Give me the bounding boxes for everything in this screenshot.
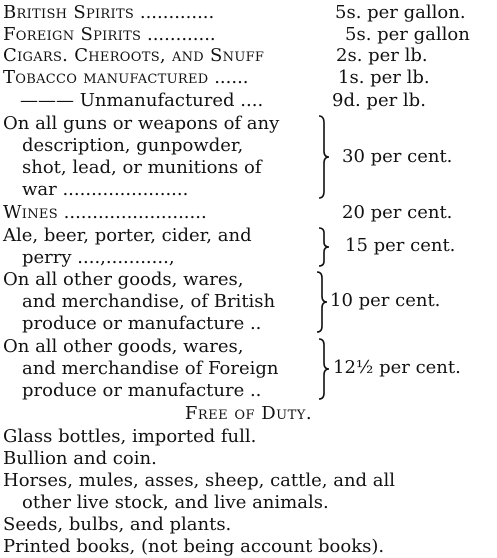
duty-rate-foreign-goods: 12½ per cent. [333, 357, 461, 378]
brace-icon [318, 115, 328, 199]
foreign-goods-line: On all other goods, wares, [3, 336, 244, 357]
brace-icon [318, 338, 328, 400]
duty-rate-guns: 30 per cent. [342, 146, 453, 167]
duty-rate-british-goods: 10 per cent. [330, 290, 441, 311]
duty-leader: ......................... [57, 202, 207, 223]
duty-group-guns [0, 113, 497, 201]
duty-group-ale [0, 225, 497, 269]
brace-icon [318, 227, 328, 267]
free-item: Horses, mules, asses, sheep, cattle, and all [3, 470, 396, 491]
duty-row-tobacco-unmanufactured [20, 90, 263, 112]
free-item: Glass bottles, imported full. [3, 426, 257, 447]
free-item: Seeds, bulbs, and plants. [3, 514, 232, 535]
guns-line: war ...................... [22, 179, 189, 200]
duty-rate-ale: 15 per cent. [345, 235, 456, 256]
duty-leader: ...... [208, 67, 249, 88]
guns-line: shot, lead, or munitions of [22, 157, 262, 178]
guns-line: description, gunpowder, [22, 135, 244, 156]
duty-group-british-goods [0, 269, 497, 335]
ale-line: Ale, beer, porter, cider, and [3, 225, 252, 246]
duty-rate-british-spirits: 5s. per gallon. [335, 2, 466, 23]
british-goods-line: produce or manufacture .. [22, 313, 262, 334]
duty-label: ——— Unmanufactured [20, 90, 235, 111]
duty-rate-cigars: 2s. per lb. [336, 45, 428, 66]
duty-label: Tobacco manufactured [3, 67, 209, 88]
british-goods-line: On all other goods, wares, [3, 269, 244, 290]
duty-label: Wines [3, 202, 58, 223]
duty-row-cigars [3, 45, 264, 67]
duty-row-british-spirits [3, 2, 214, 24]
free-item: other live stock, and live animals. [22, 492, 329, 513]
duty-group-foreign-goods [0, 336, 497, 402]
duty-rate-wines: 20 per cent. [342, 202, 453, 223]
duty-row-foreign-spirits [3, 24, 216, 46]
duty-row-wines [3, 202, 207, 224]
duty-rate-tobacco-unmanufactured: 9d. per lb. [332, 90, 426, 111]
duty-leader: .... [234, 90, 264, 111]
duty-label: British Spirits [3, 2, 135, 23]
duty-label: Cigars. Cheroots, and Snuff [3, 45, 265, 66]
free-of-duty-heading: Free of Duty. [184, 403, 313, 424]
free-item: Bullion and coin. [3, 448, 157, 469]
duty-leader: ............ [141, 24, 216, 45]
duty-label: Foreign Spirits [3, 24, 142, 45]
foreign-goods-line: produce or manufacture .. [22, 380, 262, 401]
brace-icon [316, 271, 326, 333]
ale-line: perry ....,..........., [22, 247, 175, 268]
duty-row-tobacco-manufactured [3, 67, 249, 89]
free-item: Printed books, (not being account books). [3, 536, 385, 557]
duty-rate-tobacco-manufactured: 1s. per lb. [338, 67, 430, 88]
duty-rate-foreign-spirits: 5s. per gallon [345, 24, 470, 45]
british-goods-line: and merchandise, of British [22, 291, 276, 312]
guns-line: On all guns or weapons of any [3, 113, 280, 134]
duty-leader: ............. [134, 2, 215, 23]
foreign-goods-line: and merchandise of Foreign [22, 358, 279, 379]
